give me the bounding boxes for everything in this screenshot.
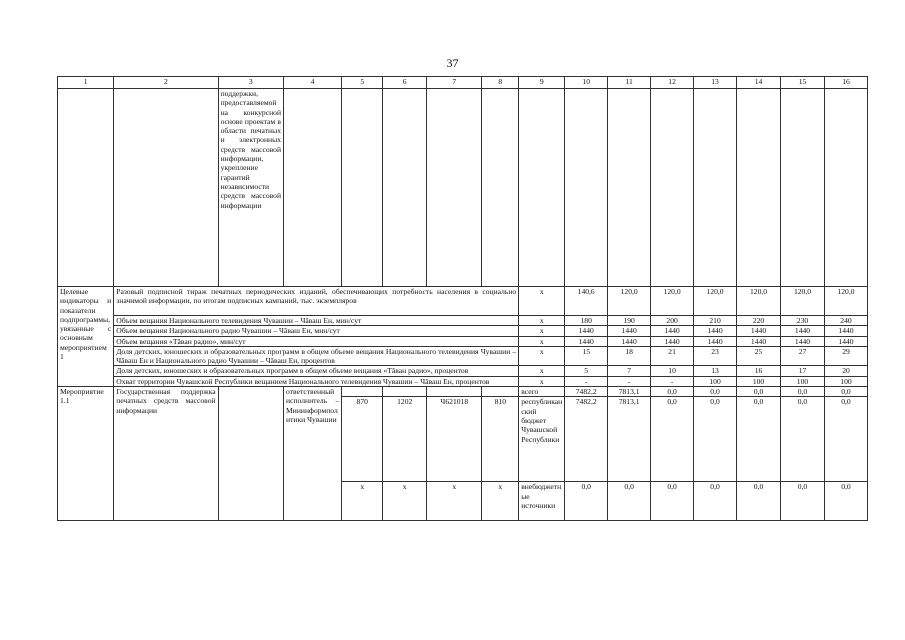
indicator-value: 200 (651, 316, 694, 326)
indicator-value: - (565, 376, 608, 386)
indicator-value: 1440 (824, 326, 867, 336)
indicator-col9: x (519, 366, 565, 376)
indicator-value: - (608, 376, 651, 386)
funding-value: 0,0 (824, 387, 867, 397)
indicator-value: 1440 (694, 336, 737, 346)
funding-value: 0,0 (781, 482, 825, 521)
indicator-value: 120,0 (824, 287, 867, 316)
column-number: 8 (482, 77, 519, 89)
indicator-col9: x (519, 336, 565, 346)
indicator-row (58, 287, 868, 316)
indicator-value: 210 (694, 316, 737, 326)
indicator-value: 1440 (781, 326, 825, 336)
indicator-value: 1440 (608, 336, 651, 346)
indicator-value: 220 (737, 316, 781, 326)
indicator-name: Доля детских, юношеских и образовательных программ в общем объеме вещания Национального телевидения Чувашии – Чăваш Ен и Национального радио Чувашии – Чăваш Ен, процентов (114, 346, 519, 366)
indicator-row (58, 316, 868, 326)
column-number: 15 (781, 77, 825, 89)
indicator-value: 180 (565, 316, 608, 326)
budget-code: 870 (342, 397, 383, 482)
budget-code: Ч621018 (427, 397, 482, 482)
funding-value: 0,0 (565, 482, 608, 521)
indicator-value: 1440 (608, 326, 651, 336)
funding-value: 7482,2 (565, 397, 608, 482)
funding-value: 0,0 (608, 482, 651, 521)
column-number-row (58, 77, 868, 89)
indicator-value: 15 (565, 346, 608, 366)
indicator-value: - (651, 376, 694, 386)
funding-value: 0,0 (694, 387, 737, 397)
indicator-value: 100 (781, 376, 825, 386)
measure-label: Мероприятие 1.1 (58, 387, 114, 521)
budget-code (482, 387, 519, 397)
funding-value: 0,0 (651, 387, 694, 397)
column-number: 12 (651, 77, 694, 89)
indicator-value: 13 (694, 366, 737, 376)
indicator-col9: x (519, 326, 565, 336)
indicator-value: 20 (824, 366, 867, 376)
page-number: 37 (446, 56, 459, 70)
measure-name: Государственная поддержка печатных средств массовой информации (114, 387, 218, 521)
indicator-value: 100 (694, 376, 737, 386)
indicator-value: 1440 (565, 336, 608, 346)
indicator-value: 120,0 (608, 287, 651, 316)
indicator-name: Объем вещания Национального радио Чувашии – Чăваш Ен, мин/сут (114, 326, 519, 336)
indicator-value: 190 (608, 316, 651, 326)
indicator-col9: x (519, 346, 565, 366)
indicator-value: 230 (781, 316, 825, 326)
indicator-value: 29 (824, 346, 867, 366)
budget-code: x (482, 482, 519, 521)
funding-source: всего (519, 387, 565, 397)
funding-value: 0,0 (737, 387, 781, 397)
funding-value: 7813,1 (608, 397, 651, 482)
column-number: 1 (58, 77, 114, 89)
indicator-value: 1440 (651, 336, 694, 346)
funding-value: 0,0 (781, 387, 825, 397)
funding-value: 0,0 (737, 397, 781, 482)
budget-code (383, 387, 427, 397)
indicator-col9: x (519, 376, 565, 386)
funding-source: внебюджетные источники (519, 482, 565, 521)
budget-code (427, 387, 482, 397)
budget-code: 1202 (383, 397, 427, 482)
indicator-name: Объем вещания Национального телевидения Чувашии – Чăваш Ен, мин/сут (114, 316, 519, 326)
funding-source: республиканский бюджет Чувашской Республики (519, 397, 565, 482)
column-number: 13 (694, 77, 737, 89)
indicator-value: 27 (781, 346, 825, 366)
funding-value: 0,0 (694, 397, 737, 482)
budget-code: x (427, 482, 482, 521)
indicator-value: 1440 (694, 326, 737, 336)
indicator-value: 23 (694, 346, 737, 366)
program-table (57, 76, 868, 521)
budget-code: 810 (482, 397, 519, 482)
budget-code: x (383, 482, 427, 521)
indicator-value: 1440 (565, 326, 608, 336)
column-number: 6 (383, 77, 427, 89)
indicator-value: 1440 (651, 326, 694, 336)
indicator-value: 140,6 (565, 287, 608, 316)
indicator-name: Разовый подписной тираж печатных периодических изданий, обеспечивающих потребность населения в социально значимой информации, по итогам подписных кампаний, тыс. экземпляров (114, 287, 519, 316)
column-number: 4 (284, 77, 342, 89)
budget-code: x (342, 482, 383, 521)
indicator-value: 1440 (781, 336, 825, 346)
funding-value: 7813,1 (608, 387, 651, 397)
indicator-value: 120,0 (737, 287, 781, 316)
column-number: 3 (218, 77, 283, 89)
column-number: 14 (737, 77, 781, 89)
indicator-row (58, 336, 868, 346)
funding-value: 0,0 (651, 482, 694, 521)
measure-responsible: ответственный исполнитель – Мининформполитики Чувашии (284, 387, 342, 521)
indicator-name: Доля детских, юношеских и образовательных программ в общем объеме вещания «Тăван радио», процентов (114, 366, 519, 376)
indicator-row (58, 326, 868, 336)
column-number: 9 (519, 77, 565, 89)
indicator-value: 100 (824, 376, 867, 386)
column-number: 7 (427, 77, 482, 89)
indicator-value: 120,0 (651, 287, 694, 316)
indicator-value: 240 (824, 316, 867, 326)
funding-value: 0,0 (824, 397, 867, 482)
indicator-value: 1440 (737, 336, 781, 346)
indicator-value: 100 (737, 376, 781, 386)
indicator-name: Объем вещания «Тăван радио», мин/сут (114, 336, 519, 346)
funding-value: 0,0 (824, 482, 867, 521)
indicator-col9: x (519, 316, 565, 326)
indicator-value: 1440 (737, 326, 781, 336)
indicator-row (58, 346, 868, 366)
indicator-value: 18 (608, 346, 651, 366)
indicator-value: 7 (608, 366, 651, 376)
indicator-name: Охват территории Чувашской Республики вещанием Национального телевидения Чувашии – Чăваш Ен, процентов (114, 376, 519, 386)
continuation-row (58, 89, 868, 287)
indicator-col9: x (519, 287, 565, 316)
column-number: 11 (608, 77, 651, 89)
measure-row (58, 387, 868, 397)
indicator-value: 25 (737, 346, 781, 366)
column-number: 16 (824, 77, 867, 89)
column-number: 10 (565, 77, 608, 89)
indicator-value: 120,0 (781, 287, 825, 316)
indicator-value: 120,0 (694, 287, 737, 316)
indicator-value: 5 (565, 366, 608, 376)
funding-value: 7482,2 (565, 387, 608, 397)
indicator-value: 1440 (824, 336, 867, 346)
indicator-value: 17 (781, 366, 825, 376)
indicator-row (58, 376, 868, 386)
indicator-value: 21 (651, 346, 694, 366)
funding-value: 0,0 (781, 397, 825, 482)
funding-value: 0,0 (651, 397, 694, 482)
budget-code (342, 387, 383, 397)
column-number: 2 (114, 77, 218, 89)
funding-value: 0,0 (737, 482, 781, 521)
indicator-row (58, 366, 868, 376)
continuation-text: поддержки, предоставляемой на конкурсной основе проектам в области печатных и электронных средств массовой информации, укрепление гарантий независимости средств массовой информации (218, 89, 283, 287)
target-indicators-label: Целевые индикаторы и показатели подпрограммы, увязанные с основным мероприятием 1 (58, 287, 114, 387)
indicator-value: 10 (651, 366, 694, 376)
column-number: 5 (342, 77, 383, 89)
funding-value: 0,0 (694, 482, 737, 521)
indicator-value: 16 (737, 366, 781, 376)
